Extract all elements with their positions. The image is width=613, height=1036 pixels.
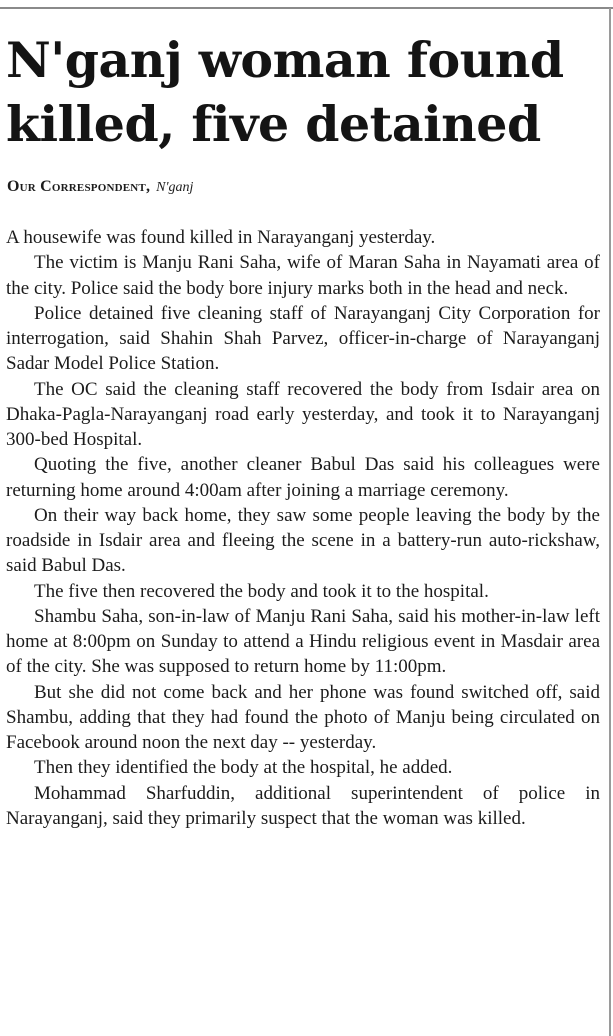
column-rule	[609, 8, 611, 1036]
byline	[7, 177, 193, 198]
article-paragraph: The victim is Manju Rani Saha, wife of Maran Saha in Nayamati area of the city. Police said the body bore injury marks both in the head and neck.	[6, 252, 600, 299]
top-rule	[0, 7, 613, 9]
article-paragraph: Police detained five cleaning staff of Narayanganj City Corporation for interrogation, said Shahin Shah Parvez, officer-in-charge of Narayanganj Sadar Model Police Station.	[6, 302, 600, 375]
article-paragraph: Then they identified the body at the hospital, he added.	[34, 757, 453, 779]
byline-author: Our Correspondent,	[7, 178, 151, 195]
article-paragraph: On their way back home, they saw some people leaving the body by the roadside in Isdair area and fleeing the scene in a battery-run auto-rickshaw, said Babul Das.	[6, 504, 600, 577]
article-paragraph: Mohammad Sharfuddin, additional superintendent of police in Narayanganj, said they primarily suspect that the woman was killed.	[6, 782, 600, 829]
byline-place: N'ganj	[156, 180, 194, 195]
headline	[6, 28, 606, 156]
headline-line: N'ganj woman found	[6, 31, 564, 89]
article-paragraph: The five then recovered the body and took it to the hospital.	[34, 580, 489, 602]
article-paragraph: A housewife was found killed in Narayanganj yesterday.	[6, 227, 436, 248]
article-paragraph: The OC said the cleaning staff recovered the body from Isdair area on Dhaka-Pagla-Narayanganj road early yesterday, and took it to Narayanganj 300-bed Hospital.	[6, 378, 600, 450]
article-body	[6, 225, 600, 831]
article-paragraph: Shambu Saha, son-in-law of Manju Rani Saha, said his mother-in-law left home at 8:00pm on Sunday to attend a Hindu religious event in Masdair area of the city. She was supposed to return home by 11:00pm.	[6, 605, 600, 678]
article-paragraph: Quoting the five, another cleaner Babul Das said his colleagues were returning home around 4:00am after joining a marriage ceremony.	[6, 454, 600, 501]
headline-line: killed, five detained	[6, 95, 541, 153]
article-paragraph: But she did not come back and her phone was found switched off, said Shambu, adding that they had found the photo of Manju being circulated on Facebook around noon the next day -- yesterday.	[6, 681, 600, 753]
